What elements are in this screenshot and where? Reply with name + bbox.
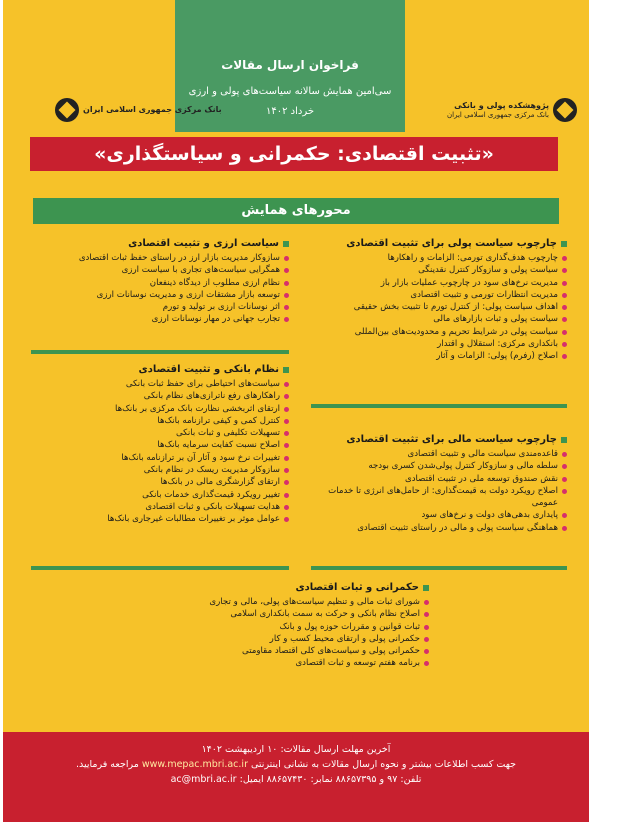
central-bank-emblem-icon bbox=[55, 98, 79, 122]
list-item: تغییرات نرخ سود و آثار آن بر ترازنامه بانک‌ها bbox=[31, 452, 289, 464]
list-item: اهداف سیاست پولی: از کنترل تورم تا تثبیت بخش حقیقی bbox=[311, 301, 567, 313]
list-item: عوامل موثر بر تغییرات مطالبات غیرجاری بانک‌ها bbox=[31, 513, 289, 525]
list-item: سیاست پولی در شرایط تحریم و محدودیت‌های بین‌المللی bbox=[311, 326, 567, 338]
list-item: همگرایی سیاست‌های تجاری با سیاست ارزی bbox=[31, 264, 289, 276]
list-item: اصلاح رویکرد دولت به قیمت‌گذاری: از حامل‌های انرژی تا خدمات عمومی bbox=[311, 485, 567, 510]
list-item: کنترل کمی و کیفی ترازنامه بانک‌ها bbox=[31, 415, 289, 427]
axes-title: محورهای همایش bbox=[33, 198, 559, 224]
section-title: چارچوب سیاست مالی برای تثبیت اقتصادی bbox=[346, 434, 557, 445]
deadline-text: آخرین مهلت ارسال مقالات: ۱۰ اردیبهشت ۱۴۰۲ bbox=[201, 744, 391, 755]
list-item: ثبات قوانین و مقررات حوزه پول و بانک bbox=[149, 621, 429, 633]
list-item: بانکداری مرکزی: استقلال و اقتدار bbox=[311, 338, 567, 350]
list-item: تغییر رویکرد قیمت‌گذاری خدمات بانکی bbox=[31, 489, 289, 501]
list-item: ارتقای گزارشگری مالی در بانک‌ها bbox=[31, 476, 289, 488]
footer bbox=[3, 732, 589, 822]
contact-line: تلفن: ۹۷ و ۸۸۶۵۷۳۹۵ نمابر: ۸۸۶۵۷۴۳۰ ایمیل: ac@mbri.ac.ir bbox=[170, 774, 422, 785]
institute-subname: بانک مرکزی جمهوری اسلامی ایران bbox=[447, 110, 549, 119]
list-item: تسهیلات تکلیفی و ثبات بانکی bbox=[31, 427, 289, 439]
list-item: هدایت تسهیلات بانکی و ثبات اقتصادی bbox=[31, 501, 289, 513]
section-title: نظام بانکی و تثبیت اقتصادی bbox=[138, 364, 279, 375]
section-fiscal bbox=[311, 434, 567, 534]
list-item: سازوکار مدیریت ریسک در نظام بانکی bbox=[31, 464, 289, 476]
section-monetary bbox=[311, 238, 567, 363]
list-item: تجارب جهانی در مهار نوسانات ارزی bbox=[31, 313, 289, 325]
divider bbox=[311, 404, 567, 408]
section-governance bbox=[149, 582, 429, 670]
section-title: چارچوب سیاست پولی برای تثبیت اقتصادی bbox=[346, 238, 557, 249]
institute-logo bbox=[447, 98, 577, 122]
central-bank-logo bbox=[55, 98, 222, 122]
list-item: پایداری بدهی‌های دولت و نرخ‌های سود bbox=[311, 509, 567, 521]
list-item: چارچوب هدف‌گذاری تورمی: الزامات و راهکارها bbox=[311, 252, 567, 264]
bullet-square-icon bbox=[283, 241, 289, 247]
list-item: اصلاح نسبت کفایت سرمایه بانک‌ها bbox=[31, 439, 289, 451]
list-item: ارتقای اثربخشی نظارت بانک مرکزی بر بانک‌ها bbox=[31, 403, 289, 415]
info-line bbox=[3, 757, 589, 772]
list-item: قاعده‌مندی سیاست مالی و تثبیت اقتصادی bbox=[311, 448, 567, 460]
poster bbox=[3, 0, 589, 822]
divider bbox=[311, 566, 567, 570]
list-item: نظام ارزی مطلوب از دیدگاه ذینفعان bbox=[31, 277, 289, 289]
conference-date: خرداد ۱۴۰۲ bbox=[265, 106, 315, 117]
list-item: مدیریت نرخ‌های سود در چارچوب عملیات بازار باز bbox=[311, 277, 567, 289]
list-item: سیاست پولی و سازوکار کنترل نقدینگی bbox=[311, 264, 567, 276]
list-item: اثر نوسانات ارزی بر تولید و تورم bbox=[31, 301, 289, 313]
section-fx bbox=[31, 238, 289, 326]
conference-name: سی‌امین همایش سالانه سیاست‌های پولی و ارزی bbox=[188, 86, 392, 97]
list-item: راهکارهای رفع ناترازی‌های نظام بانکی bbox=[31, 390, 289, 402]
list-item: سازوکار مدیریت بازار ارز در راستای حفظ ثبات اقتصادی bbox=[31, 252, 289, 264]
divider bbox=[31, 566, 289, 570]
central-bank-name: بانک مرکزی جمهوری اسلامی ایران bbox=[83, 105, 222, 114]
call-for-papers-title: فراخوان ارسال مقالات bbox=[221, 58, 359, 72]
website-link[interactable]: www.mepac.mbri.ac.ir bbox=[141, 759, 248, 770]
list-item: حکمرانی پولی و سیاست‌های کلی اقتصاد مقاومتی bbox=[149, 645, 429, 657]
divider bbox=[31, 350, 289, 354]
list-item: برنامه هفتم توسعه و ثبات اقتصادی bbox=[149, 657, 429, 669]
list-item: مدیریت انتظارات تورمی و تثبیت اقتصادی bbox=[311, 289, 567, 301]
bullet-square-icon bbox=[423, 585, 429, 591]
list-item: سیاست‌های احتیاطی برای حفظ ثبات بانکی bbox=[31, 378, 289, 390]
list-item: اصلاح نظام بانکی و حرکت به سمت بانکداری اسلامی bbox=[149, 608, 429, 620]
info-text: جهت کسب اطلاعات بیشتر و نحوه ارسال مقالات به نشانی اینترنتی bbox=[251, 759, 516, 770]
list-item: حکمرانی پولی و ارتقای محیط کسب و کار bbox=[149, 633, 429, 645]
main-title: «تثبیت اقتصادی: حکمرانی و سیاستگذاری» bbox=[30, 137, 558, 171]
section-title: حکمرانی و ثبات اقتصادی bbox=[295, 582, 419, 593]
section-banking bbox=[31, 364, 289, 526]
bullet-square-icon bbox=[561, 437, 567, 443]
list-item: سلطه مالی و سازوکار کنترل پولی‌شدن کسری بودجه bbox=[311, 460, 567, 472]
list-item: نقش صندوق توسعه ملی در تثبیت اقتصادی bbox=[311, 473, 567, 485]
bullet-square-icon bbox=[561, 241, 567, 247]
list-item: توسعه بازار مشتقات ارزی و مدیریت نوسانات ارزی bbox=[31, 289, 289, 301]
institute-emblem-icon bbox=[553, 98, 577, 122]
list-item: شورای ثبات مالی و تنظیم سیاست‌های پولی، مالی و تجاری bbox=[149, 596, 429, 608]
bullet-square-icon bbox=[283, 367, 289, 373]
section-title: سیاست ارزی و تثبیت اقتصادی bbox=[128, 238, 279, 249]
info-text-end: مراجعه فرمایید. bbox=[76, 759, 139, 770]
list-item: هماهنگی سیاست پولی و مالی در راستای تثبیت اقتصادی bbox=[311, 522, 567, 534]
institute-name: پژوهشکده پولی و بانکی bbox=[454, 100, 549, 110]
list-item: اصلاح (رفرم) پولی: الزامات و آثار bbox=[311, 350, 567, 362]
list-item: سیاست پولی و ثبات بازارهای مالی bbox=[311, 313, 567, 325]
